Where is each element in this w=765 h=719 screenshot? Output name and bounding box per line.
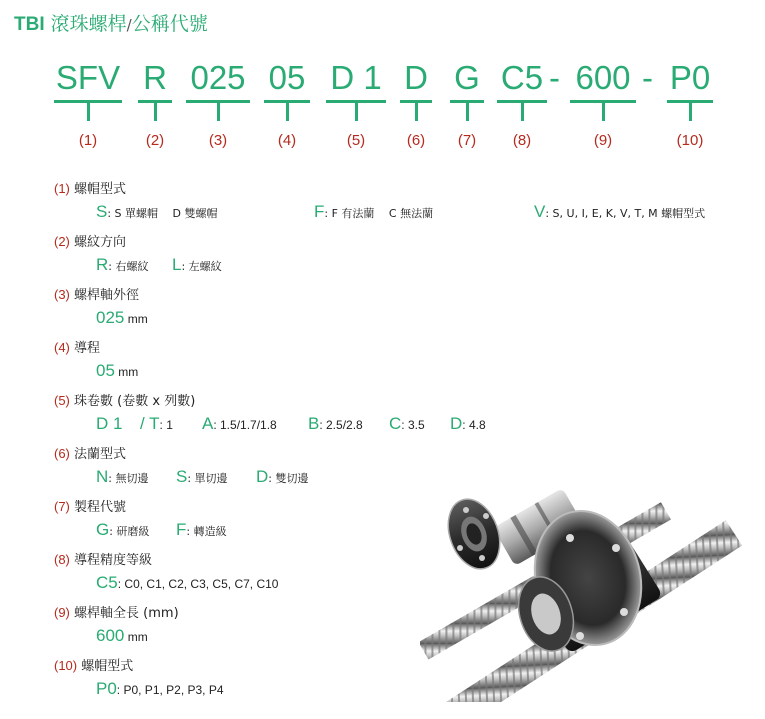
definition-label: 螺帽型式: [74, 182, 127, 197]
code-connector: [602, 103, 605, 121]
option: [96, 202, 218, 222]
definition-heading: [54, 180, 754, 201]
code-text: 600: [575, 59, 631, 96]
definition-item: [54, 180, 754, 233]
definition-label: 螺帽型式: [81, 659, 134, 674]
code-text: 05: [268, 59, 306, 96]
option-code: F: [314, 202, 325, 221]
code-number: (4): [277, 132, 297, 149]
code-number: (6): [406, 132, 426, 149]
option: [308, 414, 363, 434]
definition-label: 螺桿軸全長 (mm): [74, 606, 179, 621]
option: [96, 520, 149, 540]
option-desc: : 1.5/1.7/1.8: [213, 418, 277, 432]
option-desc: : 研磨級: [109, 525, 150, 538]
definition-item: [54, 233, 754, 286]
code-connector: [689, 103, 692, 121]
code-connector: [466, 103, 469, 121]
code-connector: [415, 103, 418, 121]
title-separator: /: [126, 16, 132, 34]
option-desc: : S, U, I, E, K, V, T, M 螺帽型式: [545, 207, 706, 220]
option-desc: : 右螺紋: [108, 260, 149, 273]
definition-label: 製程代號: [74, 500, 127, 515]
code-number: (3): [208, 132, 228, 149]
definition-number: (4): [54, 340, 70, 355]
code-connector: [87, 103, 90, 121]
option: [256, 467, 308, 487]
option-code: B: [308, 414, 320, 433]
definition-number: (3): [54, 287, 70, 302]
option-code: V: [534, 202, 546, 221]
option: [450, 414, 486, 434]
option-desc: : F 有法蘭 C 無法蘭: [324, 207, 434, 220]
option-desc: : 4.8: [462, 418, 486, 432]
option: [140, 414, 173, 434]
option-code: 600: [96, 626, 125, 645]
option-desc: mm: [124, 630, 148, 644]
code-text: 025: [190, 59, 246, 96]
option: [96, 255, 148, 275]
code-text: G: [454, 59, 480, 96]
option-desc: : 3.5: [401, 418, 425, 432]
code-connector: [521, 103, 524, 121]
option-desc: : S 單螺帽 D 雙螺帽: [107, 207, 218, 220]
code-number: (5): [346, 132, 366, 149]
option: [96, 626, 148, 646]
option-code: D 1: [96, 414, 123, 433]
page-title: [14, 9, 208, 36]
definition-heading: [54, 286, 754, 307]
code-segment: [264, 58, 310, 149]
option: [172, 255, 222, 275]
definition-item: [54, 339, 754, 392]
definition-number: (10): [54, 658, 78, 673]
code-connector: [355, 103, 358, 121]
option-code: A: [202, 414, 214, 433]
definition-label: 法蘭型式: [74, 447, 127, 462]
code-segment: [450, 58, 484, 149]
option: [96, 467, 148, 487]
option-code: F: [176, 520, 187, 539]
option-desc: : 2.5/2.8: [319, 418, 363, 432]
code-connector: [286, 103, 289, 121]
definition-label: 導程: [74, 341, 101, 356]
brand-logo: TBI: [14, 14, 45, 35]
code-dash: -: [549, 59, 560, 96]
option: [96, 308, 148, 328]
code-segment: [667, 58, 713, 149]
option: [176, 520, 227, 540]
option-code: D: [256, 467, 269, 486]
option-code: S: [96, 202, 108, 221]
option-desc: : 轉造級: [186, 525, 227, 538]
option-desc: mm: [124, 312, 148, 326]
title-sub: 公稱代號: [131, 13, 208, 35]
code-number: (7): [457, 132, 477, 149]
option: [176, 467, 228, 487]
option-code: 025: [96, 308, 125, 327]
definition-number: (9): [54, 605, 70, 620]
code-segment: [400, 58, 432, 149]
option: [96, 679, 224, 699]
definition-number: (5): [54, 393, 70, 408]
code-segment: [54, 58, 122, 149]
code-number: (1): [78, 132, 98, 149]
option: [202, 414, 277, 434]
code-number: (10): [676, 132, 704, 149]
option-desc: : 左螺紋: [181, 260, 222, 273]
option-code: / T: [140, 414, 160, 433]
option-code: 05: [96, 361, 115, 380]
option: [96, 361, 138, 381]
definition-number: (2): [54, 234, 70, 249]
option-desc: : 雙切邊: [268, 472, 309, 485]
title-main: 滾珠螺桿: [50, 13, 127, 35]
option-desc: mm: [114, 365, 139, 379]
definition-number: (8): [54, 552, 70, 567]
code-text: D: [404, 59, 428, 96]
code-dash: -: [642, 59, 653, 96]
option-code: R: [96, 255, 109, 274]
option-desc: : C0, C1, C2, C3, C5, C7, C10: [117, 577, 279, 591]
definition-item: [54, 392, 754, 445]
option: [96, 573, 278, 593]
definition-number: (6): [54, 446, 70, 461]
code-text: P0: [669, 59, 711, 96]
option: [96, 414, 122, 434]
definition-heading: [54, 233, 754, 254]
code-text: SFV: [55, 59, 121, 96]
option: [389, 414, 425, 434]
option: [314, 202, 433, 222]
definition-label: 螺紋方向: [74, 235, 127, 250]
option: [534, 202, 705, 222]
definition-number: (7): [54, 499, 70, 514]
option-desc: : 單切邊: [187, 472, 228, 485]
code-connector: [217, 103, 220, 121]
code-text: R: [143, 59, 167, 96]
code-text: C5: [500, 59, 544, 96]
definition-number: (1): [54, 181, 70, 196]
option-code: S: [176, 467, 188, 486]
option-code: C5: [96, 573, 118, 592]
option-desc: : P0, P1, P2, P3, P4: [116, 683, 224, 697]
definition-item: [54, 286, 754, 339]
definition-label: 珠卷數 (卷數 x 列數): [74, 394, 196, 409]
option-code: D: [450, 414, 463, 433]
ball-screw-photo: [420, 452, 750, 702]
definition-label: 導程精度等級: [74, 553, 153, 568]
code-segment: [186, 58, 250, 149]
code-number: (2): [145, 132, 165, 149]
code-segment: [326, 58, 386, 149]
model-code-diagram: [0, 58, 765, 158]
option-code: L: [172, 255, 182, 274]
code-segment: [497, 58, 547, 149]
option-code: C: [389, 414, 402, 433]
code-segment: [570, 58, 636, 149]
code-connector: [154, 103, 157, 121]
definition-heading: [54, 392, 754, 413]
definition-label: 螺桿軸外徑: [74, 288, 140, 303]
option-code: G: [96, 520, 110, 539]
code-segment: [138, 58, 172, 149]
option-desc: : 無切邊: [108, 472, 149, 485]
option-code: P0: [96, 679, 117, 698]
option-code: N: [96, 467, 109, 486]
option-desc: : 1: [159, 418, 173, 432]
code-text: D 1: [330, 59, 382, 96]
code-number: (8): [512, 132, 532, 149]
definition-heading: [54, 339, 754, 360]
code-number: (9): [593, 132, 613, 149]
